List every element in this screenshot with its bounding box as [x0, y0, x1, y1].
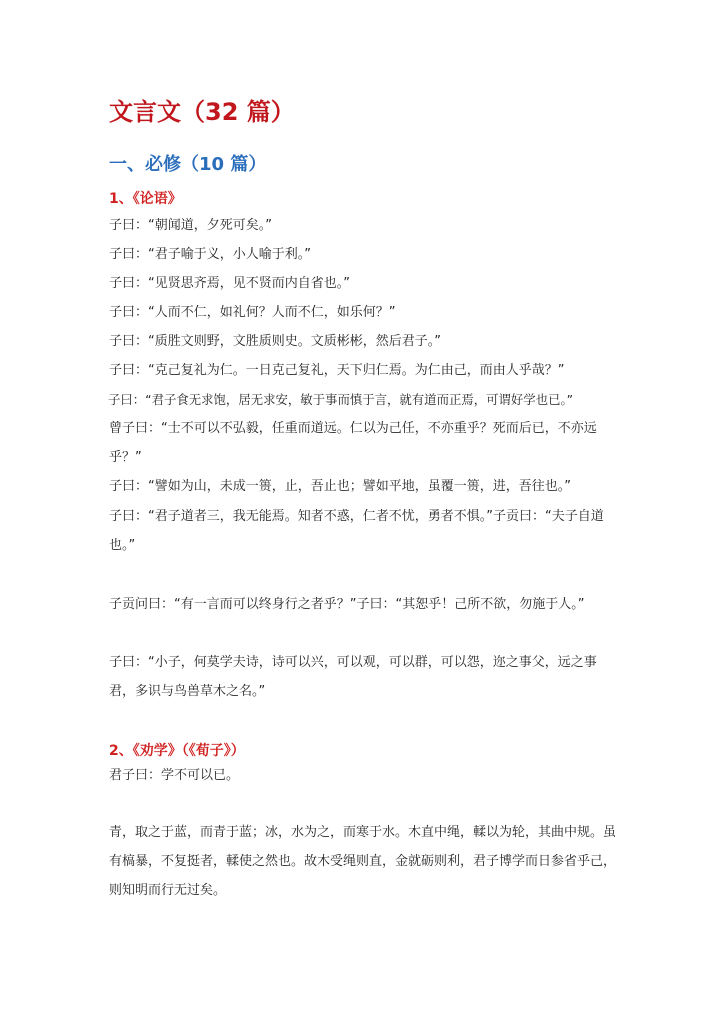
document-title: 文言文（32 篇）: [109, 98, 295, 126]
text-line: 子曰：“克己复礼为仁。一日克己复礼，天下归仁焉。为仁由己，而由人乎哉？”: [109, 363, 565, 378]
text-line: 君子曰：学不可以已。: [109, 768, 240, 783]
text-line: 子贡问曰：“有一言而可以终身行之者乎？”子曰：“其恕乎！己所不欲，勿施于人。”: [109, 597, 585, 612]
text-line: 子曰：“朝闻道，夕死可矣。”: [109, 218, 272, 233]
text-line: 子曰：“人而不仁，如礼何？人而不仁，如乐何？”: [109, 305, 396, 320]
section-heading: 一、必修（10 篇）: [109, 154, 267, 175]
text-paragraph: 青，取之于蓝，而青于蓝；冰，水为之，而寒于水。木直中绳，輮以为轮，其曲中规。虽有槁暴，不复挺者，輮使之然也。故木受绳则直，金就砺则利，君子博学而日参省乎己，则知明而行无过矣。: [109, 825, 617, 898]
text-line: 子曰：“譬如为山，未成一篑，止，吾止也；譬如平地，虽覆一篑，进，吾往也。”: [109, 479, 571, 494]
text-paragraph: 曾子曰：“士不可以不弘毅，任重而道远。仁以为己任，不亦重乎？死而后已，不亦远乎？”: [109, 421, 597, 465]
text-paragraph: 子曰：“小子，何莫学夫诗，诗可以兴，可以观，可以群，可以怨，迩之事父，远之事君，多识与鸟兽草木之名。”: [109, 655, 597, 699]
text-line: 子曰：“见贤思齐焉，见不贤而内自省也。”: [109, 276, 350, 291]
text-paragraph: 子曰：“君子道者三，我无能焉。知者不惑，仁者不忧，勇者不惧。”子贡曰：“夫子自道也。”: [109, 509, 604, 553]
part-heading-quanxue: 2、《劝学》（《荀子》）: [109, 743, 245, 759]
text-line: 子曰：“君子喻于义，小人喻于利。”: [109, 247, 311, 262]
text-line: 子曰：“质胜文则野，文胜质则史。文质彬彬，然后君子。”: [109, 334, 441, 349]
text-line: 子曰：“君子食无求饱，居无求安，敏于事而慎于言，就有道而正焉，可谓好学也已。”: [108, 392, 574, 407]
part-heading-lunyu: 1、《论语》: [109, 191, 182, 207]
